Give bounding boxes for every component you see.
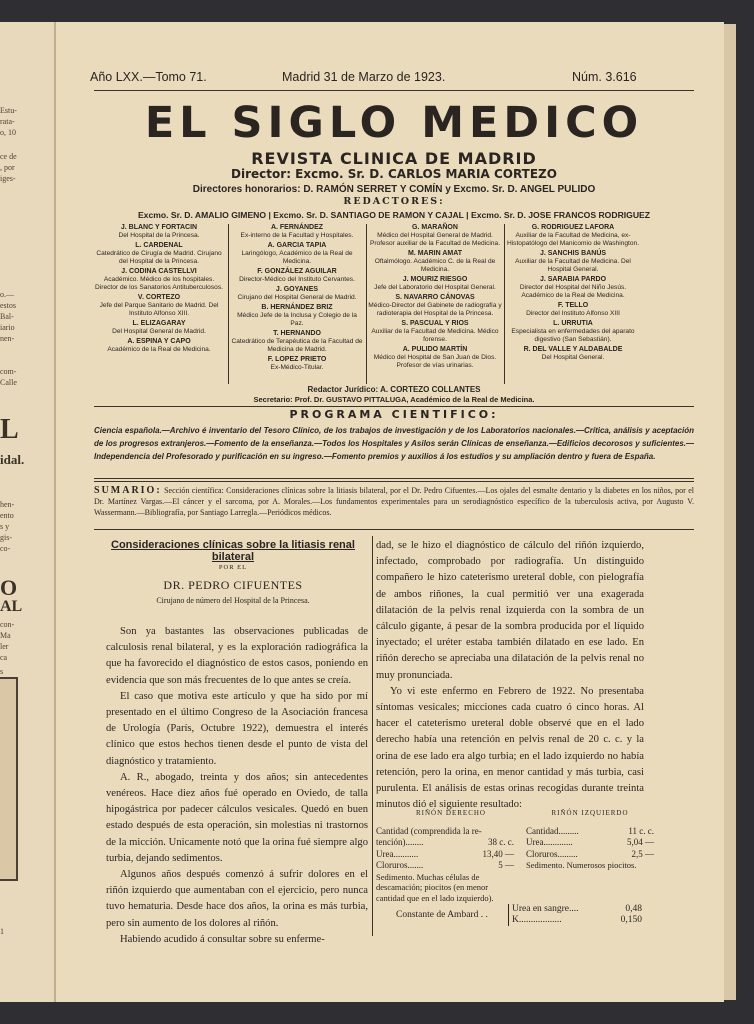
cell: Cantidad......... bbox=[526, 825, 579, 836]
table-row bbox=[376, 826, 514, 838]
table-header: RIÑÓN DERECHO bbox=[416, 809, 486, 817]
editor-column-1 bbox=[92, 224, 226, 356]
editor-desc: Director-Médico del Instituto Cervantes. bbox=[239, 276, 355, 283]
facing-text: 1 bbox=[0, 927, 4, 936]
cell: Urea............. bbox=[526, 837, 573, 847]
facing-heading: O bbox=[0, 575, 18, 600]
editor-name: A. GARCIA TAPIA bbox=[267, 242, 327, 249]
table-row bbox=[376, 860, 514, 872]
editor-desc: Especialista en enfermedades del aparato digestivo (San Sebastián). bbox=[511, 328, 635, 343]
facing-page bbox=[0, 22, 56, 1002]
table-row bbox=[526, 837, 654, 849]
editor-desc: Académico de la Real de Medicina. bbox=[107, 346, 211, 353]
editor-name: L. ELIZAGARAY bbox=[132, 320, 186, 327]
masthead-subtitle: REVISTA CLINICA DE MADRID bbox=[251, 149, 537, 168]
cell: 38 c. c. bbox=[488, 837, 514, 847]
table-row bbox=[526, 826, 654, 838]
editor-name: J. SARABIA PARDO bbox=[539, 276, 607, 283]
editor-entry bbox=[230, 330, 364, 354]
paragraph: dad, se le hizo el diagnóstico de cálculo del riñón izquierdo, infectado, comprobado por radiografía. Un distinguido compañero le hizo cateterismo ureteral doble, con pielografía de ambos riñones, la cual permitió ver una exagerada dilatación de la pelvis renal izquierda con la sombra de un cálculo gigante, á pesar de la sombra producida por el líquido inyectado; el uréter estaba también dilatado en ese lado. En riñón derecho se apreciaba una dilatación de la pelvis renal no muy pronunciada. bbox=[376, 540, 644, 681]
sumario-text: Sección científica: Consideraciones clínicas sobre la litiasis bilateral, por el Dr. Pedro Cifuentes.—Los ojales del esmalte dentario y la diabetes en los niños, por el Dr. Martínez Vargas.—El cáncer y el sarcoma, por A. Morales.—Los fundamentos experimentales para un serodiagnóstico específico de la tuberculosis activa, por Augusto V. Wassermann.—Bibliografía, por Santiago Larregla.—Periódicos médicos. bbox=[94, 486, 695, 517]
editor-entry bbox=[230, 242, 364, 266]
editor-desc: Director del Hospital del Niño Jesús. Académico de la Real de Medicina. bbox=[519, 284, 627, 299]
editor-desc: Laringólogo, Académico de la Real de Medicina. bbox=[241, 250, 353, 265]
paragraph: Habiendo acudido á consultar sobre su enferme- bbox=[120, 933, 325, 945]
editor-entry bbox=[368, 346, 502, 370]
facing-text: estos bbox=[0, 301, 16, 310]
facing-text: con- bbox=[0, 620, 15, 629]
facing-text: rata- bbox=[0, 117, 15, 126]
cell: tención)........ bbox=[376, 837, 424, 847]
facing-text: com- bbox=[0, 367, 17, 376]
editor-name: G. MARAÑON bbox=[412, 224, 458, 231]
editor-desc: Jefe del Parque Sanitario de Madrid. Del Instituto Alfonso XIII. bbox=[99, 302, 219, 317]
editor-desc: Catedrático de Cirugía de Madrid. Cirujano del Hospital de la Princesa. bbox=[96, 250, 222, 265]
legal-redactor: Redactor Jurídico: A. CORTEZO COLLANTES bbox=[307, 385, 481, 394]
editor-entry bbox=[368, 276, 502, 292]
issue-number: Núm. 3.616 bbox=[572, 70, 637, 84]
editor-column-4 bbox=[506, 224, 640, 364]
honorary-directors: Directores honorarios: D. RAMÓN SERRET Y COMÍN y Excmo. Sr. D. ANGEL PULIDO bbox=[192, 184, 596, 195]
urine-analysis-table bbox=[376, 808, 654, 903]
table-row bbox=[376, 849, 514, 861]
cell: 5 — bbox=[498, 860, 514, 870]
divider bbox=[94, 90, 694, 91]
column-rule bbox=[366, 224, 367, 384]
legal-secretario: Secretario: Prof. Dr. GUSTAVO PITTALUGA, Académico de la Real de Medicina. bbox=[253, 395, 535, 404]
facing-text: o, 10 bbox=[0, 128, 16, 137]
editor-name: S. PASCUAL Y RIOS bbox=[401, 320, 469, 327]
paragraph: Yo vi este enfermo en Febrero de 1922. No presentaba síntomas vesicales; micciones cada cuatro ó cinco horas. Al hacer el cateterismo ureteral doble observé que en el lado derecho había una retención en pelvis renal de 20 c. c. y la orina de ese lado era algo turbia; en el lado izquierdo no había retención, pero la orina, en menor cantidad y más turbia, casi purulenta. El análisis de estas orinas recogidas durante treinta minutos dió el siguiente resultado: bbox=[376, 685, 644, 811]
facing-text: s y bbox=[0, 522, 10, 531]
editor-name: A. PULIDO MARTÍN bbox=[402, 346, 468, 353]
editor-desc: Ex-interno de la Facultad y Hospitales. bbox=[240, 232, 354, 239]
editor-entry bbox=[92, 320, 226, 336]
table-row bbox=[376, 837, 514, 849]
cell: Urea........... bbox=[376, 848, 419, 859]
editor-entry bbox=[506, 250, 640, 274]
column-rule bbox=[228, 224, 229, 384]
article-author: DR. PEDRO CIFUENTES bbox=[163, 578, 303, 592]
editor-name: V. CORTEZO bbox=[137, 294, 181, 301]
facing-heading: L bbox=[0, 414, 19, 445]
facing-text: Ma bbox=[0, 631, 11, 640]
editor-name: F. TELLO bbox=[557, 302, 589, 309]
issue-date: Madrid 31 de Marzo de 1923. bbox=[282, 70, 446, 84]
editor-desc: Médico del Hospital General de Madrid. Profesor auxiliar de la Facultad de Medicina. bbox=[369, 232, 501, 247]
editor-desc: Cirujano del Hospital General de Madrid. bbox=[237, 294, 357, 301]
editor-name: R. DEL VALLE Y ALDABALDE bbox=[523, 346, 623, 353]
editor-entry bbox=[230, 224, 364, 240]
facing-text: Calle bbox=[0, 378, 17, 387]
paragraph: A. R., abogado, treinta y dos años; sin antecedentes venéreos. Hace diez años fué operado en Oviedo, de talla hipogástrica por padecer cálculos vesicales. Quedó en buen estado después de esta operación, sin molestias ni trastornos de la micción. Unicamente notó que la orina fué siempre algo turbia, dejando sedimentos. bbox=[106, 771, 368, 864]
editor-entry bbox=[506, 302, 640, 318]
facing-text: Estu- bbox=[0, 106, 17, 115]
editor-desc: Médico del Hospital de San Juan de Dios. Profesor de vías urinarias. bbox=[373, 354, 497, 369]
editor-entry bbox=[92, 268, 226, 292]
facing-heading: idal. bbox=[0, 452, 25, 467]
editor-name: L. URRUTIA bbox=[553, 320, 593, 327]
editor-entry bbox=[230, 268, 364, 284]
editor-desc: Académico. Médico de los hospitales. Director de los Sanatorios Antituberculosos. bbox=[95, 276, 223, 291]
paragraph: Son ya bastantes las observaciones publicadas de calculosis renal bilateral, y es la exploración radiográfica la que ha favorecido el diagnóstico de estos casos, poniendo en evidencia que son más frecuentes de lo que antes se creía. bbox=[106, 626, 368, 686]
editor-entry bbox=[92, 224, 226, 240]
divider bbox=[94, 529, 694, 530]
editor-desc: Del Hospital General de Madrid. bbox=[112, 328, 206, 335]
ambard-row bbox=[512, 915, 642, 926]
divider bbox=[94, 406, 694, 407]
ambard-label: Constante de Ambard . . bbox=[396, 909, 488, 920]
programa-title: PROGRAMA CIENTIFICO: bbox=[289, 408, 499, 421]
facing-text: iario bbox=[0, 323, 15, 332]
editor-name: J. BLANC Y FORTACIN bbox=[120, 224, 198, 231]
ambard-constant bbox=[396, 904, 676, 926]
table-body bbox=[376, 826, 654, 904]
editor-name: A. ESPINA Y CAPO bbox=[127, 338, 191, 345]
editor-name: J. MOURIZ RIESGO bbox=[402, 276, 468, 283]
ambard-block bbox=[396, 904, 676, 926]
divider bbox=[94, 478, 694, 479]
editor-entry bbox=[368, 294, 502, 318]
editor-desc: Catedrático de Terapéutica de la Facultad de Medicina de Madrid. bbox=[231, 338, 363, 353]
facing-text: ento bbox=[0, 511, 14, 520]
table-note: Sedimento. Numerosos piocitos. bbox=[526, 860, 637, 870]
editor-name: F. GONZÁLEZ AGUILAR bbox=[257, 268, 337, 275]
editor-name: G. RODRIGUEZ LAFORA bbox=[531, 224, 615, 231]
editor-entry bbox=[230, 286, 364, 302]
facing-text: o.— bbox=[0, 290, 14, 299]
editor-name: S. NAVARRO CÁNOVAS bbox=[395, 294, 475, 301]
editor-entry bbox=[92, 338, 226, 354]
facing-text: , por bbox=[0, 163, 15, 172]
cell: 11 c. c. bbox=[628, 825, 654, 836]
editor-column-2 bbox=[230, 224, 364, 374]
editor-entry bbox=[92, 294, 226, 318]
ambard-values bbox=[508, 904, 642, 926]
ambard-row bbox=[512, 904, 642, 915]
cell: 0,150 bbox=[620, 915, 642, 925]
editor-desc: Auxiliar de la Facultad de Medicina. Médico forense. bbox=[371, 328, 499, 343]
volume-info: Año LXX.—Tomo 71. bbox=[90, 70, 207, 84]
article-title: Consideraciones clínicas sobre la litiasis renal bilateral bbox=[111, 539, 355, 563]
editor-desc: Auxiliar de la Facultad de Medicina. Del Hospital General. bbox=[515, 258, 631, 273]
table-left bbox=[376, 826, 514, 904]
editor-entry bbox=[92, 242, 226, 266]
sumario bbox=[94, 485, 694, 518]
table-row bbox=[526, 849, 654, 861]
editor-entry bbox=[230, 304, 364, 328]
editor-desc: Oftalmólogo. Académico C. de la Real de Medicina. bbox=[374, 258, 496, 273]
article-affiliation: Cirujano de número del Hospital de la Princesa. bbox=[156, 596, 310, 605]
editor-entry bbox=[506, 320, 640, 344]
cell: K.................. bbox=[512, 915, 562, 925]
cell: Cloruros....... bbox=[376, 860, 424, 870]
cell: 0,48 bbox=[625, 904, 642, 914]
editor-desc: Director del Instituto Alfonso XIII bbox=[526, 310, 620, 317]
cell: 13,40 — bbox=[482, 848, 514, 859]
column-rule bbox=[504, 224, 505, 384]
editor-name: J. CODINA CASTELLVI bbox=[121, 268, 197, 275]
sumario-label: SUMARIO: bbox=[94, 485, 162, 496]
table-right bbox=[526, 826, 654, 904]
facing-frame bbox=[0, 677, 18, 881]
table-headers bbox=[376, 808, 654, 820]
cell: 5,04 — bbox=[627, 837, 654, 847]
cell: Cloruros......... bbox=[526, 848, 578, 859]
facing-text: Bal- bbox=[0, 312, 14, 321]
column-rule bbox=[372, 536, 373, 936]
editor-column-3 bbox=[368, 224, 502, 372]
facing-text: iges- bbox=[0, 174, 16, 183]
article-body-left bbox=[106, 624, 368, 948]
article-body-right bbox=[376, 538, 644, 813]
editor-entry bbox=[506, 276, 640, 300]
paragraph: El caso que motiva este artículo y que ha sido por mí presentado en el último Congreso de la Asociación francesa de Urología (París, Octubre 1922), demuestra el interés clínico que estos hechos tienen desde el punto de vista del diagnóstico y tratamiento. bbox=[106, 690, 368, 767]
article-por: POR EL bbox=[218, 564, 248, 571]
facing-heading: AL bbox=[0, 598, 23, 615]
table-header: RIÑÓN IZQUIERDO bbox=[551, 809, 629, 817]
editor-name: J. GOYANES bbox=[275, 286, 319, 293]
facing-text: co- bbox=[0, 544, 11, 553]
editor-name: A. FERNÁNDEZ bbox=[270, 224, 324, 231]
cell: 2,5 — bbox=[631, 848, 654, 859]
editor-name: M. MARIN AMAT bbox=[407, 250, 463, 257]
masthead-title: EL SIGLO MEDICO bbox=[144, 98, 644, 148]
editor-entry bbox=[368, 250, 502, 274]
editor-desc: Ex-Médico-Titular. bbox=[270, 364, 324, 371]
paragraph: Algunos años después comenzó á sufrir dolores en el riñón izquierdo que aumentaban con el ejercicio, pero nunca tuvo hematuria. Desde hace dos años, la orina es más turbia, pero sin aumento de los dolores al riñón. bbox=[106, 869, 368, 929]
editor-name: B. HERNÁNDEZ BRIZ bbox=[261, 304, 333, 311]
editor-name: F. LOPEZ PRIETO bbox=[267, 356, 327, 363]
editor-entry bbox=[506, 224, 640, 248]
facing-text: ca bbox=[0, 653, 8, 662]
facing-text: hen- bbox=[0, 500, 15, 509]
editor-entry bbox=[506, 346, 640, 362]
editor-desc: Jefe del Laboratorio del Hospital General. bbox=[374, 284, 496, 291]
editor-name: J. SANCHIS BANÚS bbox=[539, 250, 607, 257]
facing-text: s bbox=[0, 667, 4, 676]
editor-desc: Médico-Director del Gabinete de radiografía y radioterapia del Hospital de la Princesa. bbox=[368, 302, 502, 317]
editors-line: Excmo. Sr. D. AMALIO GIMENO | Excmo. Sr. D. SANTIAGO DE RAMON Y CAJAL | Excmo. Sr. D. JOSE FRANCOS RODRIGUEZ bbox=[137, 210, 651, 220]
cell: Cantidad (comprendida la re- bbox=[376, 825, 482, 836]
facing-text: ce de bbox=[0, 152, 17, 161]
editor-entry bbox=[368, 224, 502, 248]
facing-text: gis- bbox=[0, 533, 12, 542]
editor-name: L. CARDENAL bbox=[135, 242, 183, 249]
facing-text: ler bbox=[0, 642, 9, 651]
newspaper-page bbox=[56, 22, 724, 1002]
editor-desc: Del Hospital General. bbox=[541, 354, 605, 361]
director-line: Director: Excmo. Sr. D. CARLOS MARIA CORTEZO bbox=[231, 167, 557, 181]
redactores-label: REDACTORES: bbox=[343, 196, 445, 207]
editor-desc: Médico Jefe de la Inclusa y Colegio de la Paz. bbox=[237, 312, 357, 327]
page-edge bbox=[722, 24, 736, 1000]
editor-entry bbox=[230, 356, 364, 372]
programa-text: Ciencia española.—Archivo é inventario del Tesoro Clínico, de los trabajos de investigación y de los Laboratorios nacionales.—Crítica, análisis y aceptación de los progresos extranjeros.—Fomento de la enseñanza.—Todos los Hospitales y Asilos serán Clínicas de enseñanza.—Edificios decorosos y suficientes.—Independencia del Profesorado y purificación en su ingreso.—Fomento premios y auxilios á los estudios y su ampliación dentro y fuera de España. bbox=[94, 426, 694, 461]
table-note: Sedimento. Muchas células de descamación; piocitos (en menor cantidad que en el lado izquierdo). bbox=[376, 871, 494, 903]
editor-desc: Del Hospital de la Princesa. bbox=[118, 232, 200, 239]
editor-name: T. HERNANDO bbox=[273, 330, 321, 337]
cell: Urea en sangre.... bbox=[512, 904, 579, 914]
facing-text: nen- bbox=[0, 334, 15, 343]
editor-entry bbox=[368, 320, 502, 344]
divider bbox=[94, 481, 694, 482]
editor-desc: Auxiliar de la Facultad de Medicina, ex-Histopatólogo del Manicomio de Washington. bbox=[506, 232, 640, 247]
